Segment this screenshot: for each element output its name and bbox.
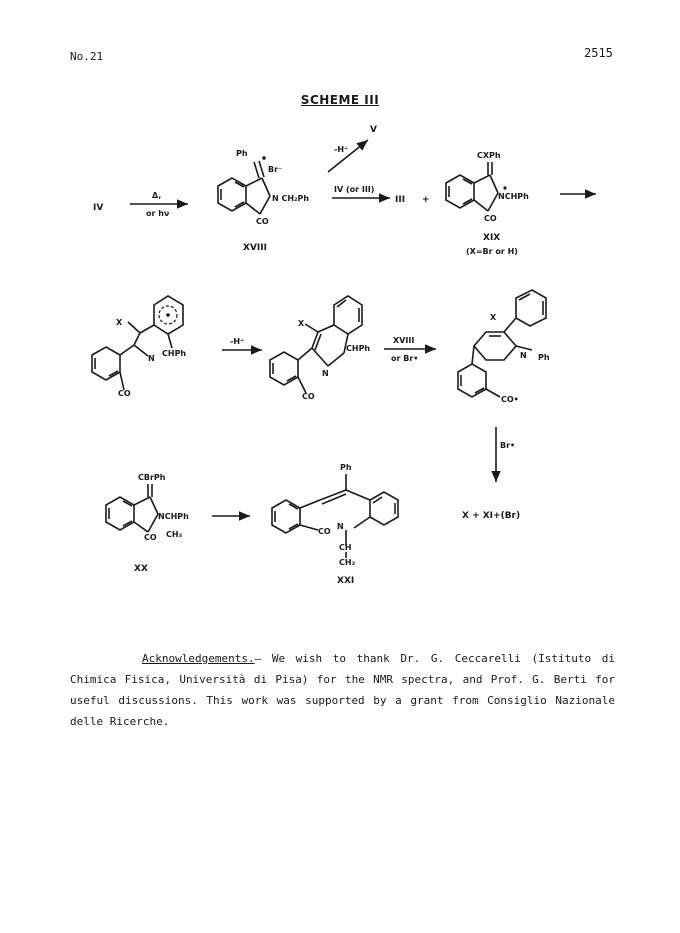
label-co-xviii: CO <box>256 217 269 226</box>
cond-iv-or-iii: IV (or III) <box>334 185 375 194</box>
label-xviii: XVIII <box>243 243 267 253</box>
label-ph-3: Ph <box>538 353 550 362</box>
label-n-1: N <box>148 354 155 363</box>
molecule-xx <box>106 473 189 574</box>
scheme-title: SCHEME III <box>300 93 380 107</box>
molecule-xxi <box>272 463 398 586</box>
label-v: V <box>370 125 377 135</box>
molecule-radical-intermediate <box>92 296 186 398</box>
label-xx: XX <box>134 564 148 574</box>
cond-minus-h-2: -H⁺ <box>230 337 245 346</box>
label-iv: IV <box>93 203 104 213</box>
molecule-fused-intermediate <box>270 296 370 401</box>
label-chph-2: CHPh <box>346 344 371 353</box>
label-xix-note: (X=Br or H) <box>466 247 518 256</box>
label-ch3-xxi: CH₃ <box>339 558 356 567</box>
molecule-xviii <box>218 149 309 253</box>
label-x-2: X <box>298 319 305 328</box>
label-ph-xxi: Ph <box>340 463 352 472</box>
label-nchph: NCHPh <box>498 192 529 201</box>
acknowledgements-paragraph <box>70 648 615 732</box>
label-cbrph: CBrPh <box>138 473 166 482</box>
label-co-xx: CO <box>144 533 157 542</box>
cond-minus-h: -H⁺ <box>334 145 349 154</box>
label-ch3-xx: CH₃ <box>166 530 183 539</box>
products-text: X + XI+(Br) <box>462 511 521 521</box>
label-co-2: CO <box>302 392 315 401</box>
label-ph-xviii: Ph <box>236 149 248 158</box>
label-n-3: N <box>520 351 527 360</box>
label-xix: XIX <box>483 233 501 243</box>
acknowledgements-title: Acknowledgements. <box>142 652 255 665</box>
label-nchph-xx: NCHPh <box>158 512 189 521</box>
label-x-1: X <box>116 318 123 327</box>
plus-sign-1: + <box>422 195 430 205</box>
label-co-1: CO <box>118 389 131 398</box>
label-br-anion: Br⁻ <box>268 165 283 174</box>
cond-or-br: or Br• <box>391 354 419 363</box>
label-nch2ph: N CH₂Ph <box>272 194 310 203</box>
label-co-xxi: CO <box>318 527 331 536</box>
label-co-xix: CO <box>484 214 497 223</box>
label-cxph: CXPh <box>477 151 501 160</box>
molecule-xix <box>446 151 529 256</box>
acknowledgements-body: – We wish to thank Dr. G. Ceccarelli (Istituto di Chimica Fisica, Università di Pisa) for the NMR spectra, and Prof. G. Berti for useful discussions. This work was supported by a grant from Consiglio Nazionale delle Ricerche. <box>70 652 615 728</box>
molecule-acyl-radical <box>458 290 550 404</box>
label-iii: III <box>395 195 406 205</box>
cond-heat: Δ, <box>152 191 162 200</box>
cond-hv: or hν <box>146 209 170 218</box>
cond-xviii: XVIII <box>393 336 415 345</box>
journal-issue: No.21 <box>70 50 104 63</box>
label-x-3: X <box>490 313 497 322</box>
label-co-radical: CO• <box>501 395 519 404</box>
label-chph-1: CHPh <box>162 349 187 358</box>
page-number: 2515 <box>584 46 613 60</box>
label-n-xxi: N <box>337 522 344 531</box>
cond-br-radical: Br• <box>500 441 516 450</box>
label-ch-xxi: CH <box>339 543 352 552</box>
label-xxi: XXI <box>337 576 355 586</box>
label-n-2: N <box>322 369 329 378</box>
